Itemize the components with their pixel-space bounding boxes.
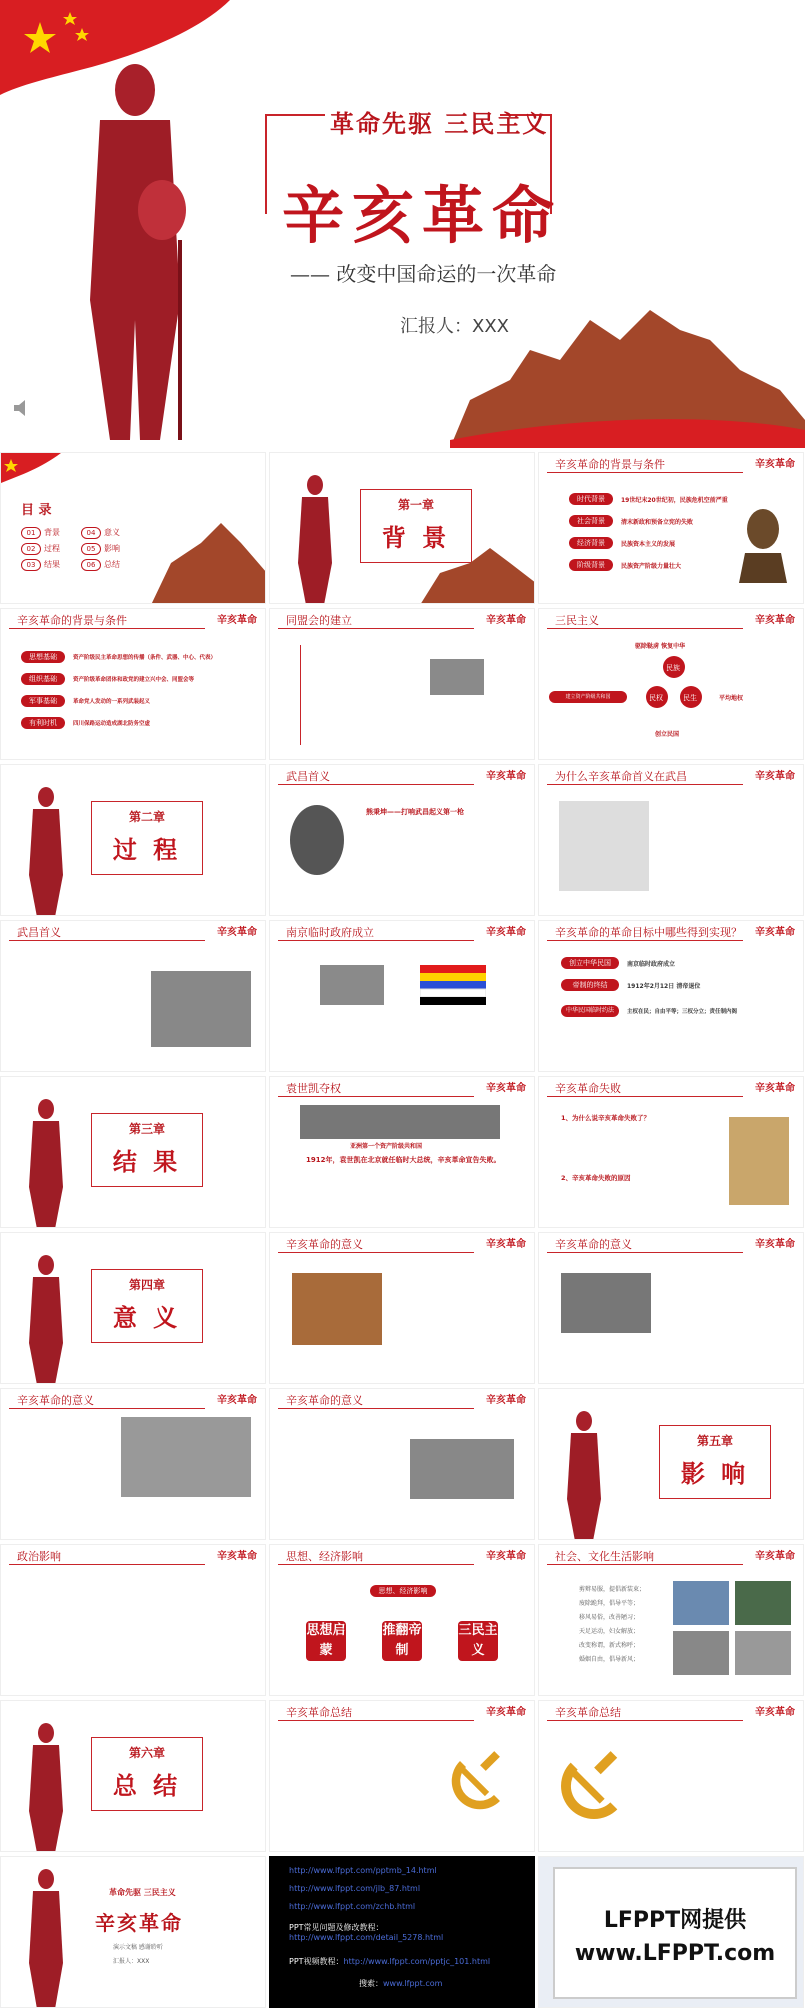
chapter-slide [0, 764, 266, 916]
slide-header: 辛亥革命的革命目标中哪些得到实现？ 辛亥革命 [539, 921, 803, 941]
lfppt-slide [538, 1856, 804, 2008]
toc-title: 目 录 [21, 503, 52, 518]
end-reporter: 汇报人：XXX [113, 1958, 150, 1965]
meaning-slide [269, 1388, 535, 1540]
slide-header: 辛亥革命总结 辛亥革命 [539, 1701, 803, 1721]
chapter-slide [0, 1232, 266, 1384]
thought-slide [269, 1544, 535, 1696]
bust-image [735, 503, 791, 583]
footer-link[interactable]: PPT视频教程：http://www.lfppt.com/pptjc_101.html [289, 1957, 491, 1966]
cover-subtitle: —— 改变中国命运的一次革命 [290, 262, 557, 286]
end-slide [0, 1856, 266, 2008]
slide-header: 袁世凯夺权 辛亥革命 [270, 1077, 534, 1097]
thought-box: 推翻帝制 [382, 1621, 422, 1661]
chapter-number: 第六章 [128, 1746, 165, 1760]
wuchang-slide-2 [0, 920, 266, 1072]
society-photo [735, 1631, 791, 1675]
slide-header: 为什么辛亥革命首义在武昌 辛亥革命 [539, 765, 803, 785]
links-slide [269, 1856, 535, 2008]
sanmin-node: 创立民国 [655, 731, 680, 738]
slide-header: 辛亥革命总结 辛亥革命 [270, 1701, 534, 1721]
meaning-slide [538, 1232, 804, 1384]
slide-header: 辛亥革命的意义 辛亥革命 [1, 1389, 265, 1409]
slide-header: 辛亥革命的意义 辛亥革命 [539, 1233, 803, 1253]
wuchang-slide [269, 764, 535, 916]
footer-link[interactable]: http://www.lfppt.com/jlb_87.html [289, 1884, 421, 1893]
slide-header: 武昌首义 辛亥革命 [1, 921, 265, 941]
yuan-slide [269, 1076, 535, 1228]
chapter-title: 结 果 [112, 1147, 182, 1176]
bg-tag: 经济背景 [569, 537, 613, 549]
society-photo [673, 1631, 729, 1675]
chapter-number: 第一章 [397, 498, 434, 512]
cond-tag: 组织基础 [21, 673, 65, 685]
goal-text: 主权在民；自由平等；三权分立；责任制内阁 [627, 1009, 738, 1015]
cond-text: 资产阶级革命团体和政党的建立兴中会、同盟会等 [73, 677, 195, 683]
politics-slide [0, 1544, 266, 1696]
bg-text: 民族资本主义的发展 [621, 541, 676, 548]
speaker-icon[interactable] [12, 398, 34, 418]
chapter-title: 过 程 [112, 835, 182, 864]
society-photo [735, 1581, 791, 1625]
statue-image [290, 473, 340, 604]
tongmenghui-info [300, 645, 417, 745]
cond-tag: 思想基础 [21, 651, 65, 663]
bg-text: 清末新政和预备立宪的失败 [621, 519, 694, 526]
portrait-photo [290, 805, 344, 875]
toc-item[interactable]: 03 结果 [21, 559, 60, 571]
lfppt-line2: www.LFPPT.com [574, 1941, 776, 1966]
cond-text: 四川保路运动造成湖北防务空虚 [73, 721, 151, 727]
statue-image [21, 1721, 71, 1852]
chapter-box [91, 1113, 203, 1187]
end-subtitle: 演示文稿 感谢聆听 [113, 1944, 163, 1951]
cover-slide [0, 0, 805, 448]
soldiers-statue-image [450, 290, 805, 448]
chapter-title: 影 响 [680, 1459, 750, 1488]
footer-link[interactable]: 搜索：www.lfppt.com [359, 1979, 443, 1988]
bg-tag: 时代背景 [569, 493, 613, 505]
flag-icon [1, 453, 61, 493]
footer-link[interactable]: http://www.lfppt.com/zchb.html [289, 1902, 416, 1911]
sanmin-node: 建立资产阶级共和国 [549, 691, 627, 703]
society-slide [538, 1544, 804, 1696]
sanmin-diagram [639, 649, 709, 719]
banner-photo [300, 1105, 500, 1139]
slide-header: 辛亥革命的背景与条件 辛亥革命 [1, 609, 265, 629]
group-photo [320, 965, 384, 1005]
yuan-banner: 亚洲第一个资产阶级共和国 [350, 1143, 423, 1150]
painting-image [292, 1273, 382, 1345]
chapter-title: 背 景 [381, 523, 451, 552]
thought-box: 三民主义 [458, 1621, 498, 1661]
chapter-slide [538, 1388, 804, 1540]
yuan-headline: 1912年，袁世凯在北京就任临时大总统，辛亥革命宣告失败。 [306, 1156, 501, 1164]
chapter-number: 第三章 [128, 1122, 165, 1136]
cover-top-title: 革命先驱 三民主义 [330, 109, 549, 138]
statue-image [559, 1409, 609, 1540]
chapter-number: 第四章 [128, 1278, 165, 1292]
footer-link[interactable]: http://www.lfppt.com/pptmb_14.html [289, 1866, 437, 1875]
slide-header: 同盟会的建立 辛亥革命 [270, 609, 534, 629]
slide-header: 三民主义 辛亥革命 [539, 609, 803, 629]
sanmin-node: 平均地权 [719, 695, 744, 702]
cond-tag: 军事基础 [21, 695, 65, 707]
cover-reporter: 汇报人：XXX [400, 316, 509, 337]
goal-text: 1912年2月12日 清帝退位 [627, 983, 701, 990]
toc-item[interactable]: 06 总结 [81, 559, 120, 571]
thought-title: 思想、经济影响 [370, 1585, 436, 1597]
hammer-sickle-icon [450, 1751, 510, 1811]
failure-slide [538, 1076, 804, 1228]
chapter-slide [0, 1076, 266, 1228]
statue-image [21, 1097, 71, 1228]
chapter-number: 第二章 [128, 810, 165, 824]
sanmin-node: 驱除鞑虏 恢复中华 [635, 643, 686, 650]
society-item: 剪辫易服，提倡新装束； [579, 1586, 646, 1593]
summary-slide [269, 1700, 535, 1852]
slide-header: 政治影响 辛亥革命 [1, 1545, 265, 1565]
history-photo [121, 1417, 251, 1497]
chapter-slide [269, 452, 535, 604]
society-item: 改变称谓，新式称呼； [579, 1642, 640, 1649]
cover-main-title: 辛亥革命 [282, 179, 563, 252]
chapter-box [91, 1269, 203, 1343]
hammer-sickle-icon [559, 1751, 629, 1821]
wuchang-headline: 熊秉坤——打响武昌起义第一枪 [366, 808, 464, 816]
lfppt-line1: LFPPT网提供 [603, 1908, 747, 1933]
statue-image [21, 1867, 71, 2008]
end-main-title: 辛亥革命 [95, 1911, 183, 1935]
slide-header: 武昌首义 辛亥革命 [270, 765, 534, 785]
society-photo [673, 1581, 729, 1625]
failure-question: 2、辛亥革命失败的原因 [561, 1174, 631, 1182]
chapter-title: 意 义 [112, 1303, 182, 1332]
goal-tag: 帝制的终结 [561, 979, 619, 991]
chapter-title: 总 结 [112, 1771, 182, 1800]
sanmin-slide [538, 608, 804, 760]
history-photo [410, 1439, 514, 1499]
society-item: 移风易俗，改善陋习； [579, 1614, 640, 1621]
chapter-box [91, 1737, 203, 1811]
nanjing-slide [269, 920, 535, 1072]
bg-text: 民族资产阶级力量壮大 [621, 563, 682, 570]
society-item: 婚姻自由，倡导新风； [579, 1656, 640, 1663]
map-image [559, 801, 649, 891]
conditions-slide [0, 608, 266, 760]
meaning-slide [0, 1388, 266, 1540]
statue-image [21, 1253, 71, 1384]
bg-tag: 社会背景 [569, 515, 613, 527]
lfppt-banner[interactable] [553, 1867, 797, 1999]
background-slide [538, 452, 804, 604]
goal-tag: 中华民国临时约法 [561, 1005, 619, 1017]
failure-question: 1、为什么说辛亥革命失败了？ [561, 1114, 651, 1122]
toc-item[interactable]: 05 影响 [81, 543, 120, 555]
slide-header: 辛亥革命的背景与条件 辛亥革命 [539, 453, 803, 473]
society-item: 废除跪拜，倡导平等； [579, 1600, 640, 1607]
cond-text: 资产阶级民主革命思想的传播（条件、武器、中心、代表） [73, 655, 217, 661]
chapter-slide [0, 1700, 266, 1852]
sanmin-node: 民族 [666, 664, 680, 672]
statue-image [21, 785, 71, 916]
soldiers-statue-image [420, 543, 535, 604]
five-color-flag-icon [420, 965, 486, 1005]
toc-item[interactable]: 01 背景 [21, 527, 60, 539]
toc-item[interactable]: 02 过程 [21, 543, 60, 555]
slide-header: 社会、文化生活影响 辛亥革命 [539, 1545, 803, 1565]
chapter-box [91, 801, 203, 875]
portrait-scroll-image [729, 1117, 789, 1205]
footer-link[interactable]: PPT常见问题及修改教程： http://www.lfppt.com/detail_5278.html [289, 1923, 444, 1942]
sanmin-node: 民生 [683, 694, 697, 702]
cond-tag: 有利时机 [21, 717, 65, 729]
summary-slide [538, 1700, 804, 1852]
bg-text: 19世纪末20世纪初，民族危机空前严重 [621, 497, 728, 504]
chapter-number: 第五章 [696, 1434, 733, 1448]
toc-slide [0, 452, 266, 604]
slide-header: 辛亥革命失败 辛亥革命 [539, 1077, 803, 1097]
cond-text: 革命党人发动的一系列武装起义 [73, 699, 151, 705]
group-photo [430, 659, 484, 695]
slide-header: 思想、经济影响 辛亥革命 [270, 1545, 534, 1565]
society-item: 天足运动，妇女解放； [579, 1628, 640, 1635]
goals-slide [538, 920, 804, 1072]
slide-header: 辛亥革命的意义 辛亥革命 [270, 1233, 534, 1253]
slide-header: 辛亥革命的意义 辛亥革命 [270, 1389, 534, 1409]
toc-item[interactable]: 04 意义 [81, 527, 120, 539]
tongmenghui-slide [269, 608, 535, 760]
why-wuchang-slide [538, 764, 804, 916]
end-top-title: 革命先驱 三民主义 [109, 1888, 176, 1897]
bg-tag: 阶级背景 [569, 559, 613, 571]
history-photo [561, 1273, 651, 1333]
battle-photo [151, 971, 251, 1047]
slide-header: 南京临时政府成立 辛亥革命 [270, 921, 534, 941]
thought-box: 思想启蒙 [306, 1621, 346, 1661]
statue-image [60, 60, 210, 448]
soldiers-statue-image [151, 513, 266, 604]
sanmin-node: 民权 [649, 694, 663, 702]
goal-tag: 创立中华民国 [561, 957, 619, 969]
meaning-slide [269, 1232, 535, 1384]
chapter-box [659, 1425, 771, 1499]
goal-text: 南京临时政府成立 [627, 961, 676, 968]
